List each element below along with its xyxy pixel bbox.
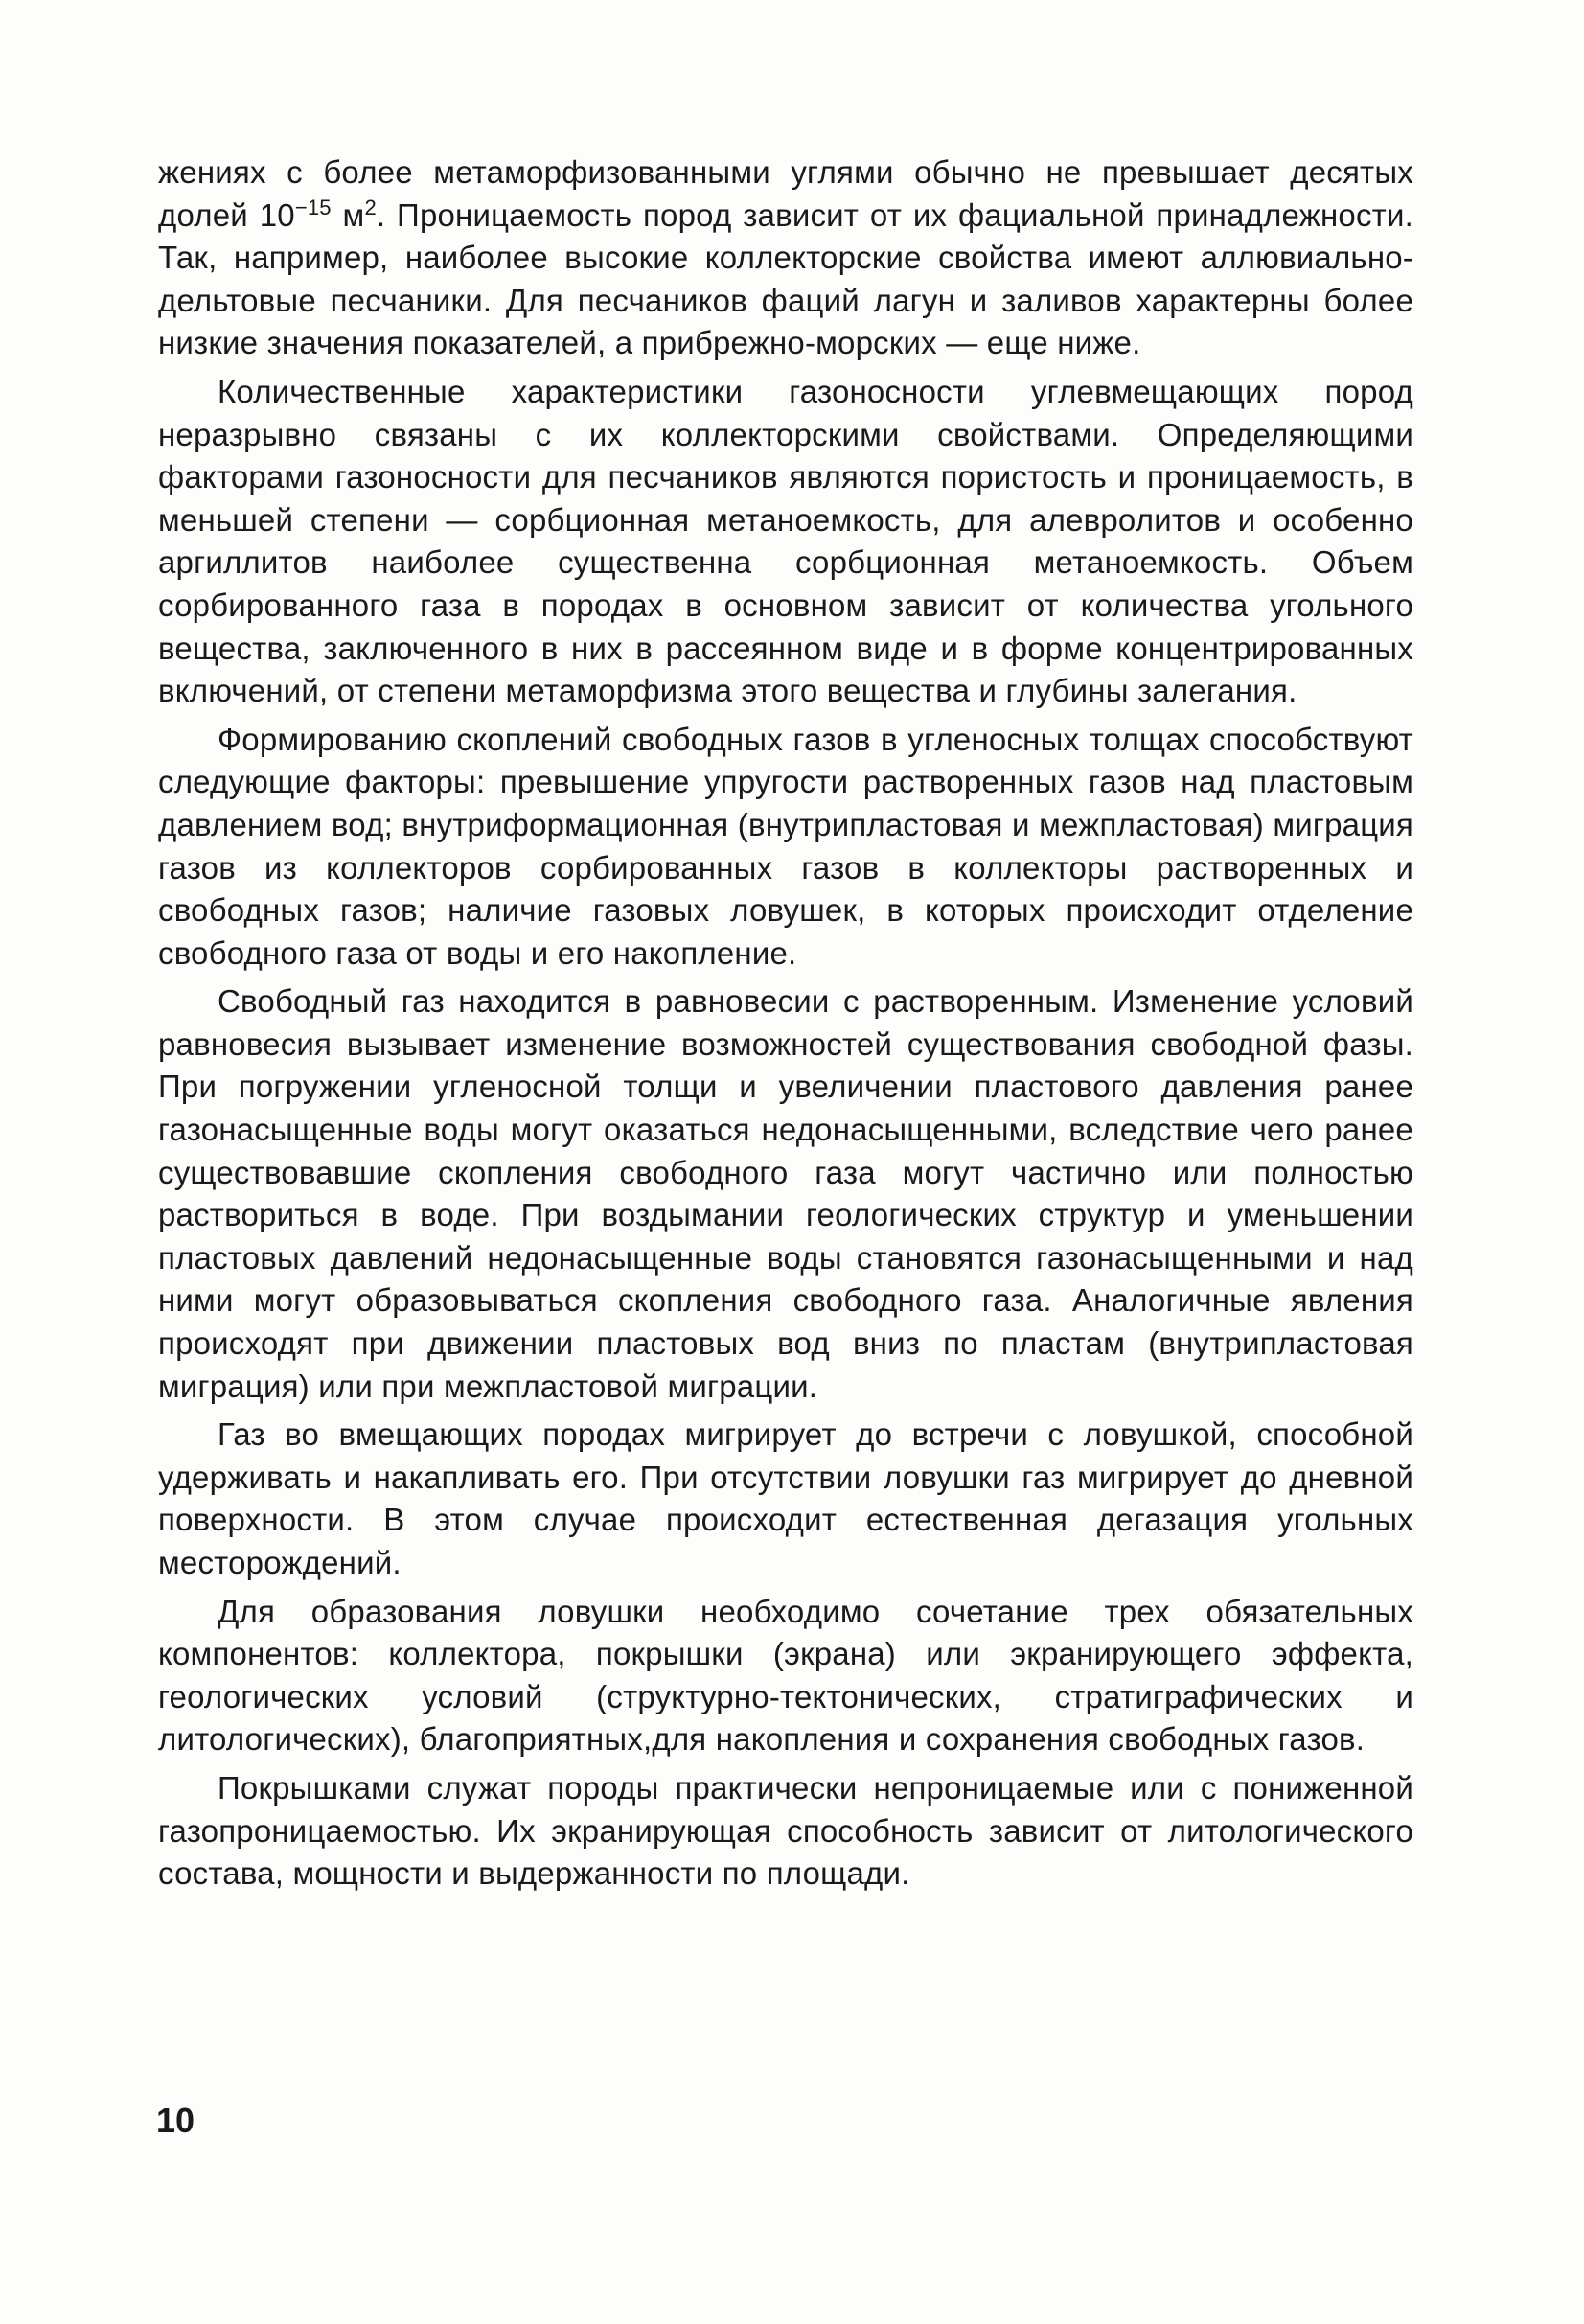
paragraph-text: Свободный газ находится в равновесии с растворенным. Изменение условий равновесия вызывает изменение возможностей существования свободной фазы. При погружении угленосной толщи и увеличении пластового давления ранее газонасыщенные воды могут оказаться недонасыщенными, вследствие чего ранее существовавшие скопления свободного газа могут частично или полностью раствориться в воде. При воздымании геологических структур и уменьшении пластовых давлений недонасыщенные воды становятся газонасыщенными и над ними могут образовываться скопления свободного газа. Аналогичные явления происходят при движении пластовых вод вниз по пластам (внутрипластовая миграция) или при межпластовой миграции. xyxy=(158,983,1413,1404)
paragraph-text: м xyxy=(331,196,365,233)
paragraph xyxy=(158,371,1413,713)
exponent: 2 xyxy=(364,195,377,219)
paragraph xyxy=(158,1767,1413,1896)
paragraph-text: Покрышками служат породы практически непроницаемые или с пониженной газопроницаемостью. Их экранирующая способность зависит от литологического состава, мощности и выдержанности по площади. xyxy=(158,1769,1413,1892)
paragraph-text: . Проницаемость пород зависит от их фациальной принадлежности. Так, например, наиболее высокие коллекторские свойства имеют аллювиально-дельтовые песчаники. Для песчаников фаций лагун и заливов характерны более низкие значения показателей, а прибрежно-морских — еще ниже. xyxy=(158,196,1413,361)
paragraph-text: жениях с более метаморфизованными углями обычно не превышает десятых долей 10 xyxy=(158,154,1413,233)
paragraph xyxy=(158,719,1413,976)
paragraph xyxy=(158,980,1413,1408)
page-number: 10 xyxy=(156,2101,195,2140)
paragraph-text: Газ во вмещающих породах мигрирует до встречи с ловушкой, способной удерживать и накапливать его. При отсутствии ловушки газ мигрирует до дневной поверхности. В этом случае происходит естественная дегазация угольных месторождений. xyxy=(158,1416,1413,1580)
paragraph-text: Количественные характеристики газоносности углевмещающих пород неразрывно связаны с их коллекторскими свойствами. Определяющими факторами газоносности для песчаников являются пористость и проницаемость, в меньшей степени — сорбционная метаноемкость, для алевролитов и особенно аргиллитов наиболее существенна сорбционная метаноемкость. Объем сорбированного газа в породах в основном зависит от количества угольного вещества, заключенного в них в рассеянном виде и в форме концентрированных включений, от степени метаморфизма этого вещества и глубины залегания. xyxy=(158,373,1413,709)
exponent: −15 xyxy=(294,195,332,219)
paragraph xyxy=(158,1414,1413,1584)
body-text xyxy=(158,151,1413,1896)
paragraph-text: Формированию скоплений свободных газов в угленосных толщах способствуют следующие факторы: превышение упругости растворенных газов над пластовым давлением вод; внутриформационная (внутрипластовая и межпластовая) миграция газов из коллекторов сорбированных газов в коллекторы растворенных и свободных газов; наличие газовых ловушек, в которых происходит отделение свободного газа от воды и его накопление. xyxy=(158,721,1413,971)
paragraph xyxy=(158,1591,1413,1761)
paragraph xyxy=(158,151,1413,365)
paragraph-text: Для образования ловушки необходимо сочетание трех обязательных компонентов: коллектора, покрышки (экрана) или экранирующего эффекта, геологических условий (структурно-тектонических, стратиграфических и литологических), благоприятных,для накопления и сохранения свободных газов. xyxy=(158,1593,1413,1758)
